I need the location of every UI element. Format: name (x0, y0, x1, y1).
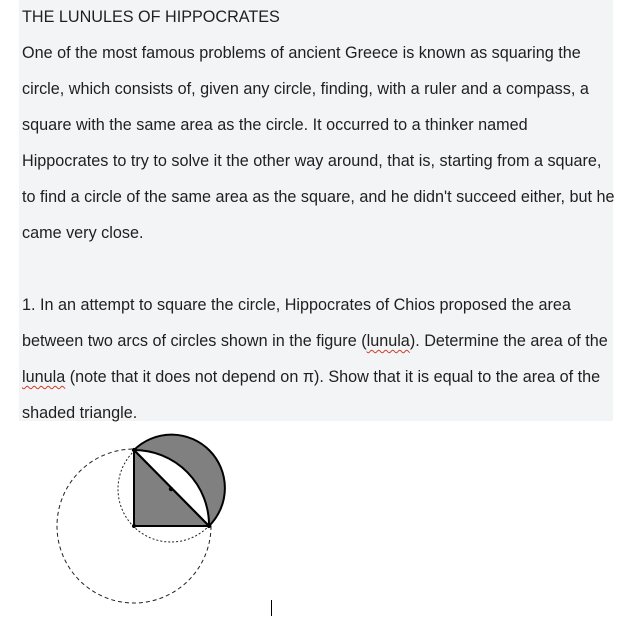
text-cursor (271, 600, 272, 616)
problem-line-2-start: between two arcs of circles shown in the figure ( (22, 332, 367, 350)
intro-line-4: Hippocrates to try to solve it the other way around, that is, starting from a square, (22, 152, 602, 170)
intro-line-6: came very close. (22, 224, 144, 242)
problem-line-4: shaded triangle. (22, 404, 138, 422)
vertex-point-corner (132, 524, 136, 528)
intro-line-2: circle, which consists of, given any circle, finding, with a ruler and a compass, a (22, 80, 589, 98)
problem-line-3 (22, 367, 600, 387)
document-text-block (19, 0, 613, 421)
problem-line-2-end: ). Determine the area of the (409, 332, 608, 350)
misspelled-word-lunula[interactable]: lunula (366, 332, 410, 350)
intro-line-3: square with the same area as the circle. It occurred to a thinker named (22, 116, 528, 134)
center-point (169, 487, 173, 491)
vertex-point-right (207, 524, 211, 528)
problem-line-3-end: (note that it does not depend on π). Show that it is equal to the area of the (65, 368, 601, 386)
document-title: THE LUNULES OF HIPPOCRATES (22, 8, 280, 26)
intro-line-1: One of the most famous problems of ancient Greece is known as squaring the (22, 44, 581, 62)
vertex-point-top (132, 448, 136, 452)
lunule-figure (50, 430, 240, 610)
intro-line-5: to find a circle of the same area as the square, and he didn't succeed either, but he (22, 188, 615, 206)
misspelled-word-lunula-2[interactable]: lunula (22, 368, 66, 386)
problem-line-2 (22, 331, 608, 351)
problem-line-1: 1. In an attempt to square the circle, Hippocrates of Chios proposed the area (22, 296, 571, 314)
